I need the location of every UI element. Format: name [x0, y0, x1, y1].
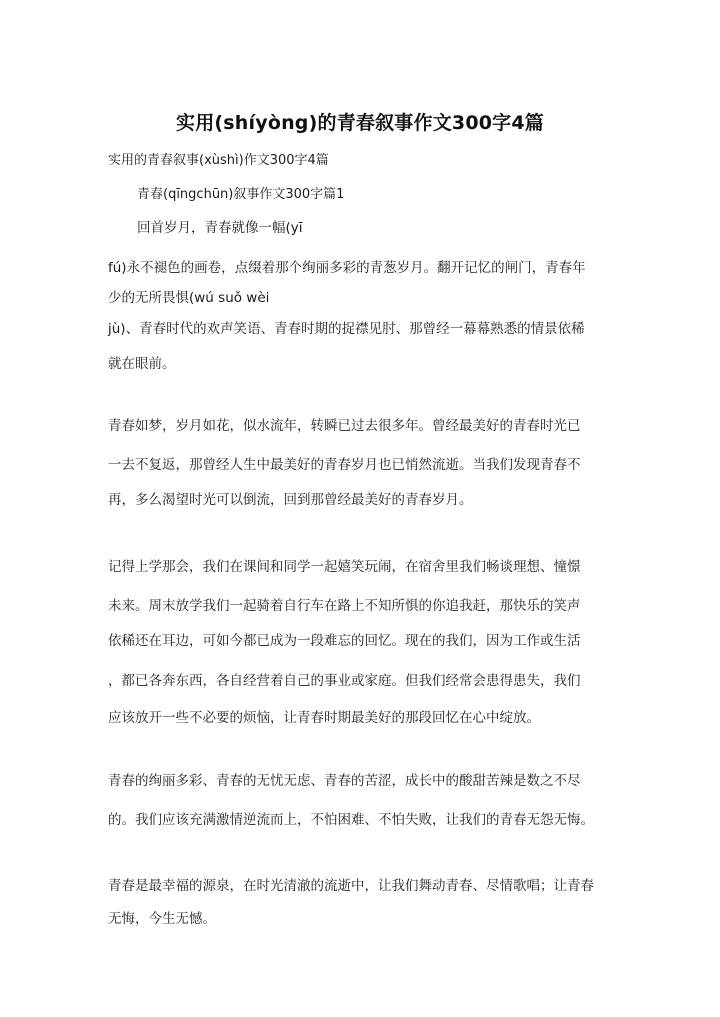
body-line: jù)、青春时代的欢声笑语、青春时期的捉襟见肘、那曾经一幕幕熟悉的情景依稀 — [108, 321, 585, 337]
body-line: 依稀还在耳边，可如今都已成为一段难忘的回忆。现在的我们，因为工作或生活 — [108, 633, 581, 649]
body-line: 一去不复返，那曾经人生中最美好的青春岁月也已悄然流逝。当我们发现青春不 — [108, 457, 581, 473]
body-line: 青春是最幸福的源泉，在时光清澈的流逝中，让我们舞动青春、尽情歌唱；让青春 — [108, 878, 594, 894]
document-title: 实用(shíyòng)的青春叙事作文300字4篇 — [176, 112, 544, 134]
body-line: 再，多么渴望时光可以倒流，回到那曾经最美好的青春岁月。 — [108, 492, 473, 508]
section-heading: 青春(qīngchūn)叙事作文300字篇1 — [137, 187, 345, 202]
body-line: 就在眼前。 — [108, 356, 176, 372]
body-line: ，都已各奔东西，各自经营着自己的事业或家庭。但我们经常会患得患失，我们 — [108, 673, 581, 689]
body-line: 回首岁月，青春就像一幅(yī — [137, 220, 303, 236]
document-subtitle: 实用的青春叙事(xùshì)作文300字4篇 — [108, 153, 329, 168]
body-line: 青春如梦，岁月如花，似水流年，转瞬已过去很多年。曾经最美好的青春时光已 — [108, 418, 581, 434]
body-line: 少的无所畏惧(wú suǒ wèi — [108, 290, 270, 306]
body-line: 无悔，今生无憾。 — [108, 911, 216, 927]
body-line: 的。我们应该充满激情逆流而上，不怕困难、不怕失败，让我们的青春无怨无悔。 — [108, 812, 594, 828]
body-line: fú)永不褪色的画卷，点缀着那个绚丽多彩的青葱岁月。翻开记忆的闸门，青春年 — [108, 260, 586, 276]
body-line: 未来。周末放学我们一起骑着自行车在路上不知所惧的你追我赶，那快乐的笑声 — [108, 598, 581, 614]
body-line: 青春的绚丽多彩、青春的无忧无虑、青春的苦涩，成长中的酸甜苦辣是数之不尽 — [108, 773, 581, 789]
body-line: 记得上学那会，我们在课间和同学一起嬉笑玩闹，在宿舍里我们畅谈理想、憧憬 — [108, 559, 581, 575]
body-line: 应该放开一些不必要的烦恼，让青春时期最美好的那段回忆在心中绽放。 — [108, 710, 540, 726]
